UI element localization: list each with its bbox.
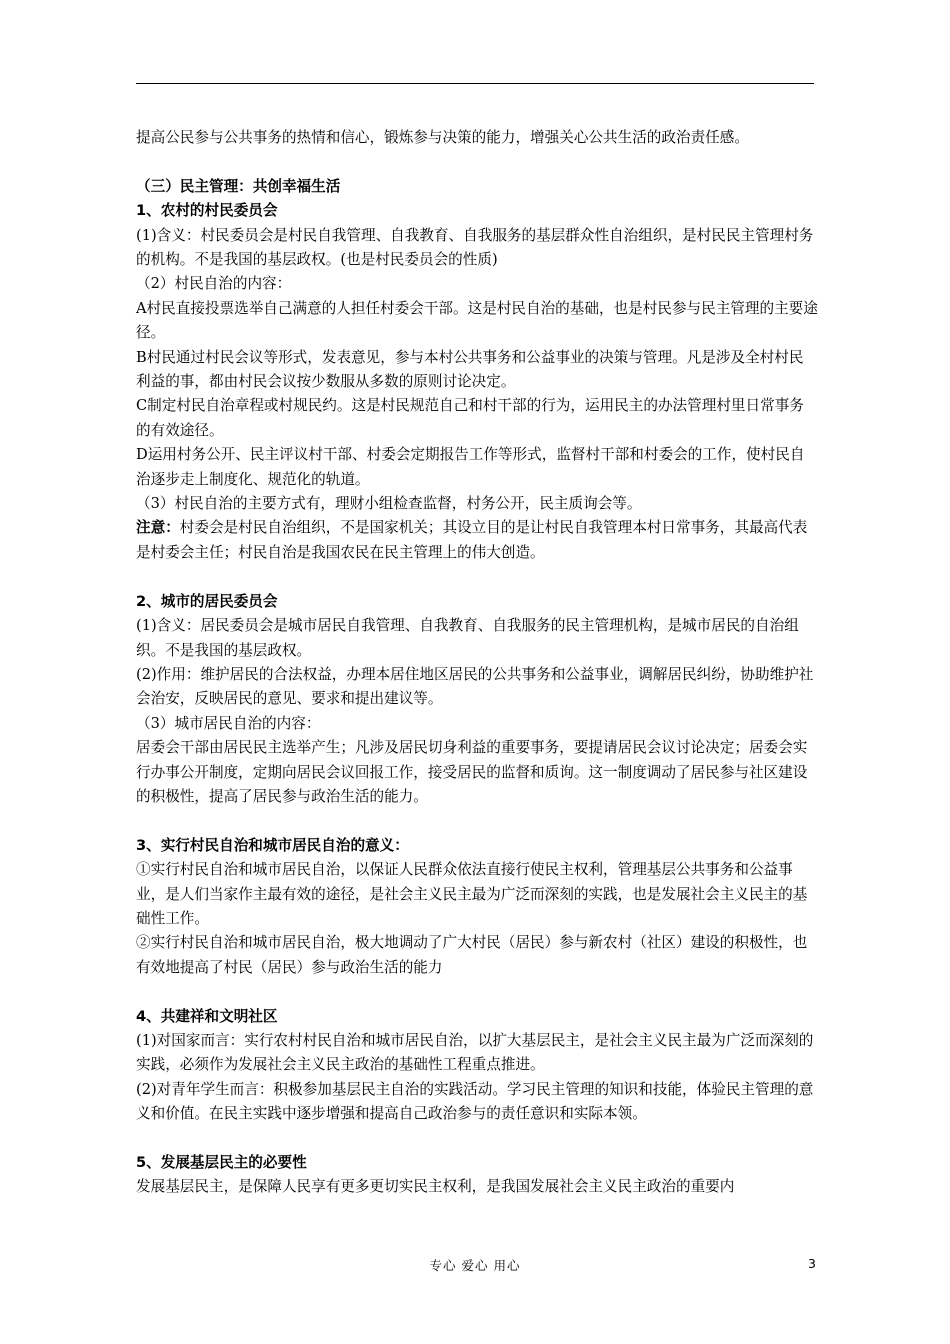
footer-motto: 专心 爱心 用心 (429, 1258, 521, 1273)
s3-point-2: ②实行村民自治和城市居民自治，极大地调动了广大村民（居民）参与新农村（社区）建设的积极性，也有效地提高了村民（居民）参与政治生活的能力 (136, 934, 808, 976)
s1-definition: (1)含义：村民委员会是村民自我管理、自我教育、自我服务的基层群众性自治组织，是村民民主管理村务的机构。不是我国的基层政权。(也是村民委员会的性质) (136, 226, 814, 269)
document-body (136, 126, 818, 1200)
intro-paragraph: 提高公民参与公共事务的热情和信心，锻炼参与决策的能力，增强关心公共生活的政治责任感。 (136, 129, 749, 146)
heading-5: 5、发展基层民主的必要性 (136, 1153, 307, 1171)
heading-4: 4、共建祥和文明社区 (136, 1007, 278, 1025)
s2-content: 居委会干部由居民民主选举产生；凡涉及居民切身利益的重要事务，要提请居民会议讨论决定；居委会实行办事公开制度，定期向居民会议回报工作，接受居民的监督和质询。这一制度调动了居民参与社区建设的积极性，提高了居民参与政治生活的能力。 (136, 739, 808, 805)
s1-note (136, 516, 818, 565)
s2-definition: (1)含义：居民委员会是城市居民自我管理、自我教育、自我服务的民主管理机构，是城市居民的自治组织。不是我国的基层政权。 (136, 617, 799, 659)
s1-methods: （3）村民自治的主要方式有，理财小组检查监督，村务公开，民主质询会等。 (136, 495, 642, 513)
s1-item-d: D运用村务公开、民主评议村干部、村委会定期报告工作等形式，监督村干部和村委会的工作，使村民自治逐步走上制度化、规范化的轨道。 (136, 446, 805, 488)
s5-paragraph: 发展基层民主，是保障人民享有更多更切实民主权利，是我国发展社会主义民主政治的重要内 (136, 1178, 735, 1196)
s2-function: (2)作用：维护居民的合法权益，办理本居住地区居民的公共事务和公益事业，调解居民纠纷，协助维护社会治安，反映居民的意见、要求和提出建议等。 (136, 665, 814, 708)
s1-item-a: A村民直接投票选举自己满意的人担任村委会干部。这是村民自治的基础，也是村民参与民主管理的主要途径。 (136, 299, 818, 342)
s1-content-label: （2）村民自治的内容： (136, 275, 292, 293)
section-title: （三）民主管理：共创幸福生活 (136, 177, 341, 195)
s2-content-label: （3）城市居民自治的内容： (136, 714, 321, 732)
s3-point-1: ①实行村民自治和城市居民自治，以保证人民群众依法直接行使民主权利，管理基层公共事务和公益事业，是人们当家作主最有效的途径，是社会主义民主最为广泛而深刻的实践，也是发展社会主义民主的基础性工作。 (136, 861, 808, 927)
heading-3: 3、实行村民自治和城市居民自治的意义： (136, 836, 409, 854)
note-text: 村委会是村民自治组织，不是国家机关；其设立目的是让村民自我管理本村日常事务，其最高代表是村委会主任；村民自治是我国农民在民主管理上的伟大创造。 (136, 519, 808, 561)
s1-item-b: B村民通过村民会议等形式，发表意见，参与本村公共事务和公益事业的决策与管理。凡是涉及全村村民利益的事，都由村民会议按少数服从多数的原则讨论决定。 (136, 348, 804, 391)
page-number: 3 (808, 1256, 816, 1271)
heading-2: 2、城市的居民委员会 (136, 592, 278, 610)
s1-item-c: C制定村民自治章程或村规民约。这是村民规范自己和村干部的行为，运用民主的办法管理村里日常事务的有效途径。 (136, 397, 804, 439)
header-rule (136, 83, 814, 84)
heading-1: 1、农村的村民委员会 (136, 202, 278, 220)
s4-point-1: (1)对国家而言：实行农村村民自治和城市居民自治，以扩大基层民主，是社会主义民主最为广泛而深刻的实践，必须作为发展社会主义民主政治的基础性工程重点推进。 (136, 1031, 814, 1074)
note-label: 注意： (136, 519, 180, 537)
s4-point-2: (2)对青年学生而言：积极参加基层民主自治的实践活动。学习民主管理的知识和技能，体验民主管理的意义和价值。在民主实践中逐步增强和提高自己政治参与的责任意识和实际本领。 (136, 1080, 814, 1123)
